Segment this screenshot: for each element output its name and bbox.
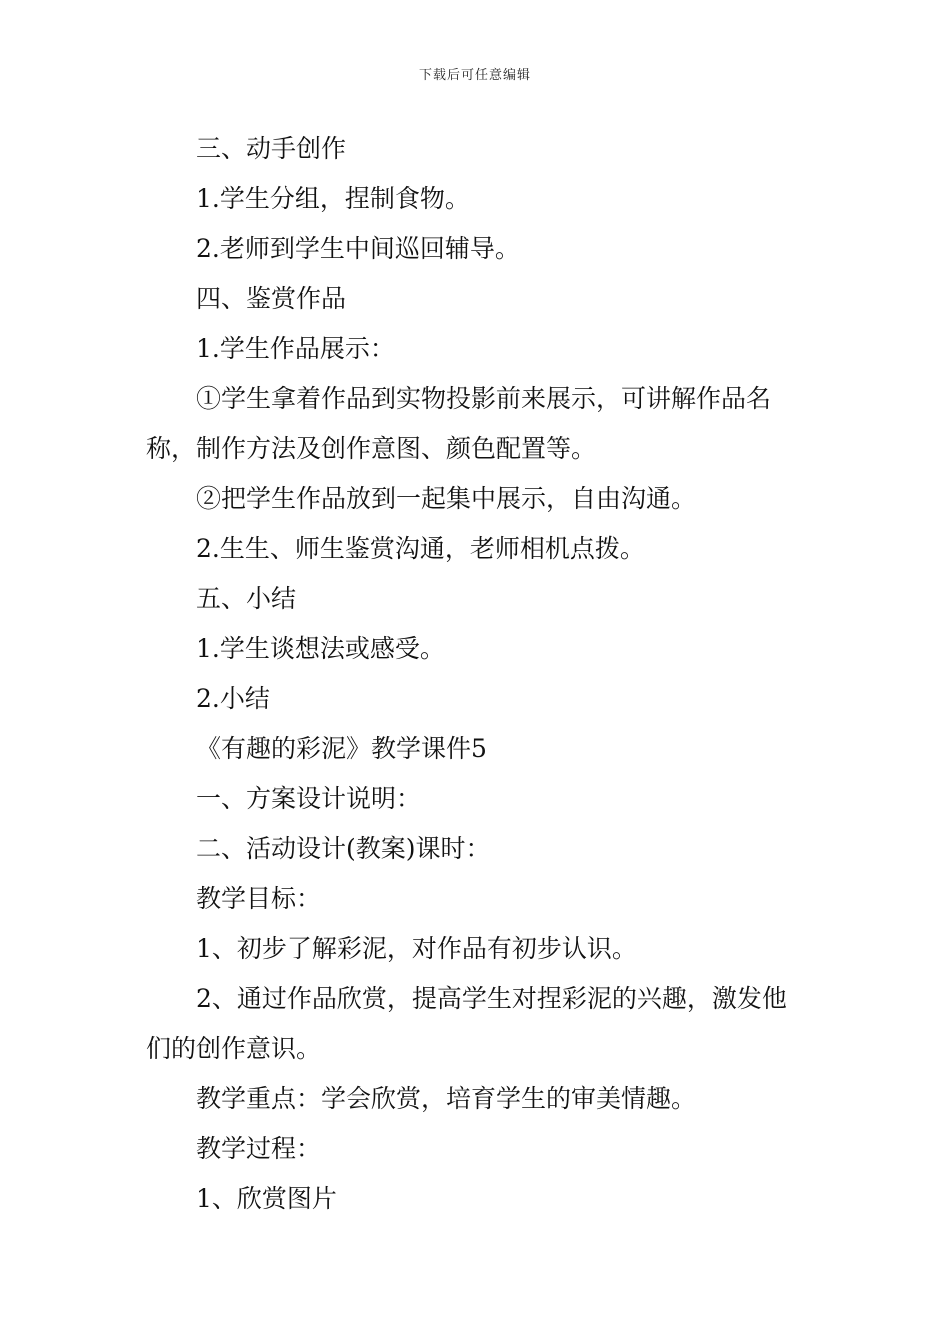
list-item: 1.学生谈想法或感受。	[196, 634, 445, 663]
section-heading: 四、鉴赏作品	[196, 284, 347, 313]
section-heading: 一、方案设计说明：	[196, 784, 422, 813]
page-header: 下载后可任意编辑	[418, 68, 531, 83]
subheading: 教学过程：	[196, 1134, 322, 1163]
list-item: ②把学生作品放到一起集中展示，自由沟通。	[196, 484, 697, 513]
section-heading: 五、小结	[196, 584, 297, 613]
text-paragraph: 教学重点：学会欣赏，培育学生的审美情趣。	[196, 1084, 697, 1113]
list-item: ①学生拿着作品到实物投影前来展示，可讲解作品名称，制作方法及创作意图、颜色配置等。	[146, 384, 772, 463]
subheading: 教学目标：	[196, 884, 322, 913]
list-item: 2.小结	[196, 684, 270, 713]
list-item: 2.生生、师生鉴赏沟通，老师相机点拨。	[196, 534, 645, 563]
section-heading: 三、动手创作	[196, 134, 347, 163]
list-item: 2、通过作品欣赏，提高学生对捏彩泥的兴趣，激发他们的创作意识。	[146, 984, 787, 1063]
document-title: 《有趣的彩泥》教学课件5	[196, 734, 487, 763]
section-heading: 二、活动设计(教案)课时：	[196, 834, 491, 863]
list-item: 2.老师到学生中间巡回辅导。	[196, 234, 520, 263]
list-item: 1、欣赏图片	[196, 1184, 337, 1213]
list-item: 1.学生作品展示：	[196, 334, 395, 363]
list-item: 1.学生分组，捏制食物。	[196, 184, 470, 213]
list-item: 1、初步了解彩泥，对作品有初步认识。	[196, 934, 637, 963]
document-body	[146, 124, 810, 1224]
